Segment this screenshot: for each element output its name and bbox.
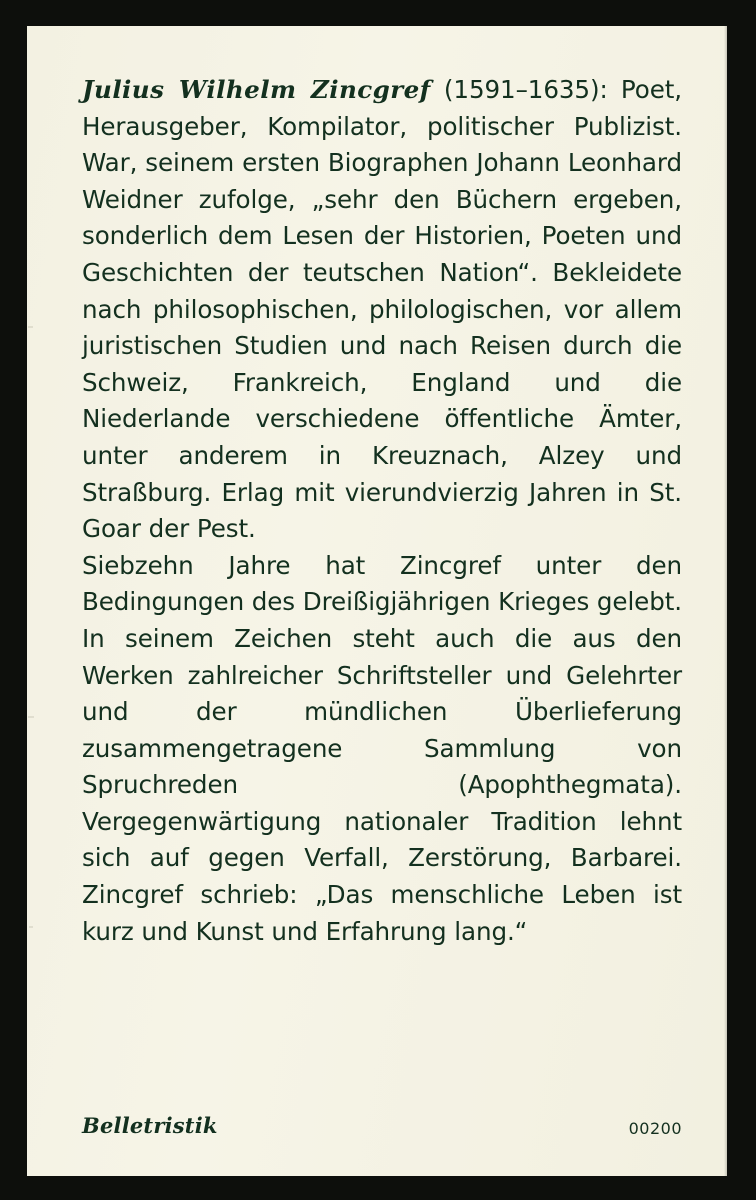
blurb-paragraph-1 (82, 72, 682, 548)
author-name: Julius Wilhelm Zincgref (82, 75, 431, 104)
page-edge-shadow (724, 26, 727, 1176)
blurb-text-block (82, 72, 682, 950)
genre-label: Belletristik (82, 1113, 218, 1138)
scan-artifact-mark (28, 716, 34, 718)
cover-page (27, 26, 727, 1176)
cover-footer (82, 1113, 682, 1138)
scan-artifact-mark (29, 926, 33, 928)
scan-artifact-mark (28, 326, 33, 328)
page-surface (27, 26, 727, 1176)
blurb-paragraph-2: Siebzehn Jahre hat Zincgref unter den Bedingungen des Dreißigjährigen Krieges gelebt. In seinem Zeichen steht auch die aus den Werken zahlreicher Schriftsteller und Gelehrter und der mündlichen Überlieferung zusammengetragene Sammlung von Spruchreden (Apophthegmata). Vergegenwärtigung nationaler Tradition lehnt sich auf gegen Verfall, Zerstörung, Barbarei. Zincgref schrieb: „Das menschliche Leben ist kurz und Kunst und Erfahrung lang.“ (82, 550, 682, 946)
catalog-code: 00200 (628, 1119, 682, 1138)
blurb-paragraph-1-text: (1591–1635): Poet, Herausgeber, Kompilator, politischer Publizist. War, seinem ersten Biographen Johann Leonhard Weidner zufolge, „sehr den Büchern ergeben, sonderlich dem Lesen der Historien, Poeten und Geschichten der teutschen Nation“. Bekleidete nach philosophischen, philologischen, vor allem juristischen Studien und nach Reisen durch die Schweiz, Frankreich, England und die Niederlande verschiedene öffentliche Ämter, unter anderem in Kreuznach, Alzey und Straßburg. Erlag mit vierundvierzig Jahren in St. Goar der Pest. (82, 75, 682, 544)
